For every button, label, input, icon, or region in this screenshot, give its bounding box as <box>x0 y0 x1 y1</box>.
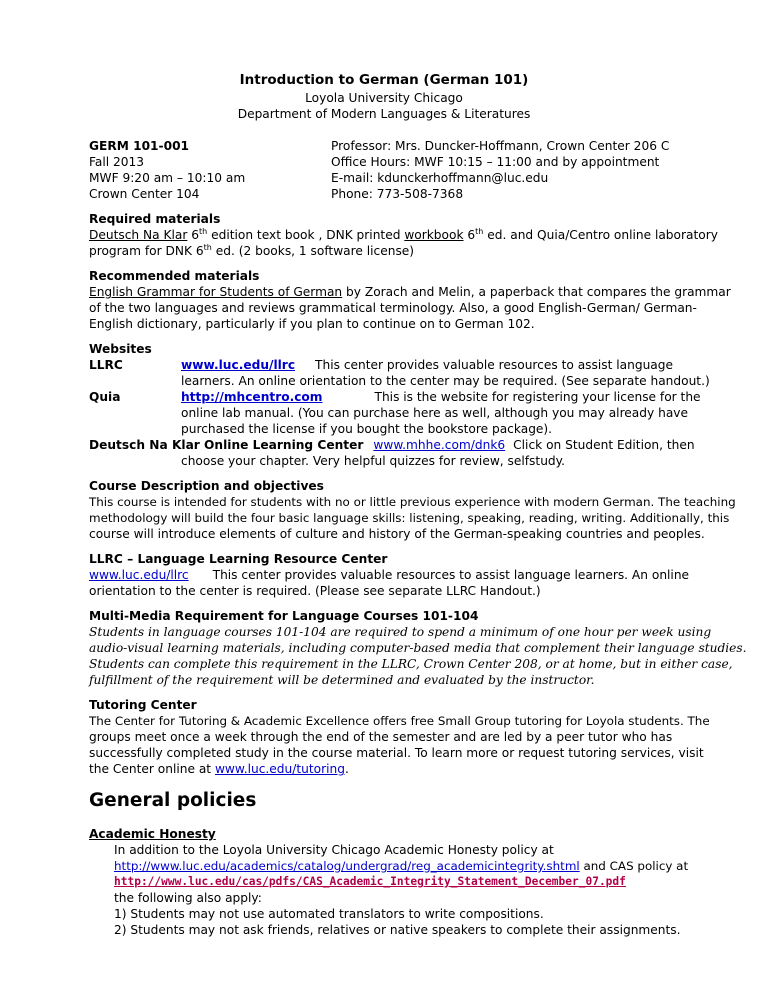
document-title: Introduction to German (German 101) <box>239 72 529 88</box>
quia-description-2: online lab manual. (You can purchase here as well, although you may already have <box>181 406 688 420</box>
required-materials-line-1: Deutsch Na Klar 6th edition text book , DNK printed workbook 6th ed. and Quia/Centro online laboratory <box>89 226 718 242</box>
llrc-heading: LLRC – Language Learning Resource Center <box>89 552 388 566</box>
mhcentro-link[interactable]: http://mhcentro.com <box>181 390 323 404</box>
mhhe-link[interactable]: www.mhhe.com/dnk6 <box>373 438 506 452</box>
recommended-line-1: English Grammar for Students of German by Zorach and Melin, a paperback that compares the grammar <box>89 285 731 299</box>
academic-honesty-line-2: http://www.luc.edu/academics/catalog/undergrad/reg_academicintegrity.shtml and CAS policy at <box>114 859 689 873</box>
academic-honesty-line-4: the following also apply: <box>114 891 262 905</box>
dnk-description-2: choose your chapter. Very helpful quizzes for review, selfstudy. <box>181 454 565 468</box>
multimedia-line-4: fulfillment of the requirement will be determined and evaluated by the instructor. <box>89 673 595 687</box>
recommended-line-2: of the two languages and reviews grammatical terminology. Also, a good English-German/ German- <box>89 301 697 315</box>
multimedia-line-3: Students can complete this requirement in the LLRC, Crown Center 208, or at home, but in either case, <box>89 657 733 671</box>
quia-description-3: purchased the license if you bought the bookstore package). <box>181 422 553 436</box>
dnk-row: Deutsch Na Klar Online Learning Center www.mhhe.com/dnk6 Click on Student Edition, then <box>89 438 695 452</box>
workbook-word: workbook <box>404 228 464 242</box>
llrc-center-line-2: orientation to the center is required. (Please see separate LLRC Handout.) <box>89 584 541 598</box>
llrc-label: LLRC <box>89 358 123 372</box>
websites-heading: Websites <box>89 342 152 356</box>
llrc-row: www.luc.edu/llrc This center provides valuable resources to assist language <box>181 358 674 372</box>
academic-honesty-heading: Academic Honesty <box>89 827 216 841</box>
course-description-heading: Course Description and objectives <box>89 479 324 493</box>
cas-policy-link[interactable]: http://www.luc.edu/cas/pdfs/CAS_Academic_Integrity_Statement_December_07.pdf <box>114 875 626 888</box>
academic-honesty-item-2: 2) Students may not ask friends, relatives or native speakers to complete their assignments. <box>114 923 681 937</box>
multimedia-line-2: audio-visual learning materials, including computer-based media that complement their language studies. <box>89 641 747 655</box>
academic-honesty-item-1: 1) Students may not use automated translators to write compositions. <box>114 907 544 921</box>
course-description-line-1: This course is intended for students with no or little previous experience with modern German. The teaching <box>89 495 736 509</box>
professor-email: E-mail: kdunckerhoffmann@luc.edu <box>331 171 549 185</box>
required-materials-line-2: program for DNK 6th ed. (2 books, 1 software license) <box>89 242 415 258</box>
academic-honesty-line-1: In addition to the Loyola University Chicago Academic Honesty policy at <box>114 843 554 857</box>
multimedia-line-1: Students in language courses 101-104 are required to spend a minimum of one hour per week using <box>89 625 712 639</box>
quia-row: http://mhcentro.com This is the website for registering your license for the <box>181 390 701 404</box>
university-name: Loyola University Chicago <box>305 91 463 105</box>
llrc-link[interactable]: www.luc.edu/llrc <box>181 358 296 372</box>
recommended-materials-heading: Recommended materials <box>89 269 260 283</box>
course-description-line-3: course will introduce elements of culture and history of the German-speaking countries and peoples. <box>89 527 705 541</box>
tutoring-line-4: the Center online at www.luc.edu/tutoring. <box>89 762 349 776</box>
llrc-center-line-1: www.luc.edu/llrc This center provides valuable resources to assist language learners. An online <box>89 568 690 582</box>
tutoring-line-1: The Center for Tutoring & Academic Excellence offers free Small Group tutoring for Loyola students. The <box>89 714 710 728</box>
tutoring-heading: Tutoring Center <box>89 698 197 712</box>
course-time: MWF 9:20 am – 10:10 am <box>89 171 246 185</box>
tutoring-link[interactable]: www.luc.edu/tutoring <box>214 762 345 776</box>
tutoring-line-2: groups meet once a week through the end of the semester and are led by a peer tutor who has <box>89 730 673 744</box>
professor-name: Professor: Mrs. Duncker-Hoffmann, Crown Center 206 C <box>331 139 670 153</box>
academic-integrity-link[interactable]: http://www.luc.edu/academics/catalog/undergrad/reg_academicintegrity.shtml <box>114 859 580 873</box>
dnk-label: Deutsch Na Klar Online Learning Center <box>89 438 364 452</box>
grammar-book-title: English Grammar for Students of German <box>89 285 343 299</box>
required-materials-heading: Required materials <box>89 212 221 226</box>
department-name: Department of Modern Languages & Literatures <box>237 107 531 121</box>
professor-phone: Phone: 773-508-7368 <box>331 187 464 201</box>
multimedia-heading: Multi-Media Requirement for Language Courses 101-104 <box>89 609 479 623</box>
quia-label: Quia <box>89 390 121 404</box>
llrc-center-link[interactable]: www.luc.edu/llrc <box>89 568 189 582</box>
general-policies-heading: General policies <box>89 790 257 811</box>
course-description-line-2: methodology will build the four basic language skills: listening, speaking, reading, writing. Additionally, this <box>89 511 730 525</box>
office-hours: Office Hours: MWF 10:15 – 11:00 and by appointment <box>331 155 660 169</box>
academic-honesty-line-3 <box>114 874 626 891</box>
textbook-title: Deutsch Na Klar <box>89 228 188 242</box>
course-room: Crown Center 104 <box>89 187 200 201</box>
tutoring-line-3: successfully completed study in the course material. To learn more or request tutoring services, visit <box>89 746 704 760</box>
course-term: Fall 2013 <box>89 155 145 169</box>
recommended-line-3: English dictionary, particularly if you plan to continue on to German 102. <box>89 317 535 331</box>
course-code: GERM 101-001 <box>89 139 190 153</box>
llrc-description-2: learners. An online orientation to the center may be required. (See separate handout.) <box>181 374 710 388</box>
